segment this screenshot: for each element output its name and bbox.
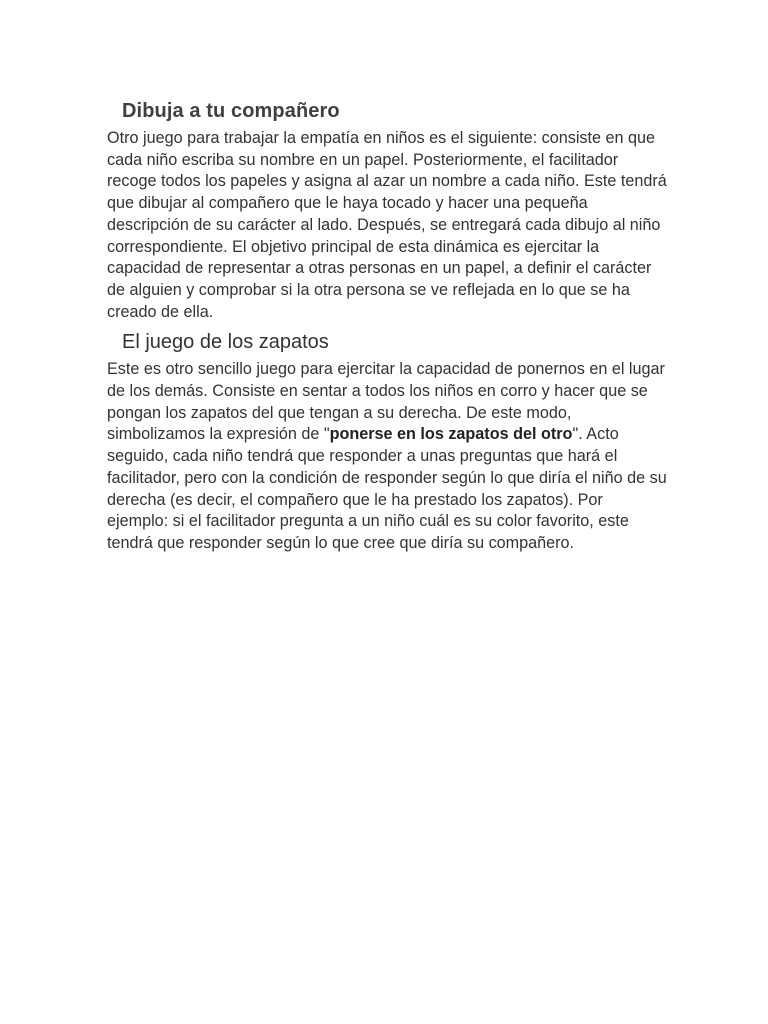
bold-expression: ponerse en los zapatos del otro (329, 425, 573, 444)
section-paragraph-dibuja: Otro juego para trabajar la empatía en niños es el siguiente: consiste en que cada niño escriba su nombre en un papel. Posteriormente, el facilitador recoge todos los papeles y asigna al azar un nombre a cada niño. Este tendrá que dibujar al compañero que le haya tocado y hacer una pequeña descripción de su carácter al lado. Después, se entregará cada dibujo al niño correspondiente. El objetivo principal de esta dinámica es ejercitar la capacidad de representar a otras personas en un papel, a definir el carácter de alguien y comprobar si la otra persona se ve reflejada en lo que se ha creado de ella. (107, 129, 667, 321)
section-title-dibuja: Dibuja a tu compañero (122, 100, 340, 122)
section-paragraph-zapatos (107, 359, 667, 554)
paragraph-text-start: Este es otro sencillo juego para ejercitar la capacidad de ponernos en el lugar de los demás. Consiste en sentar a todos los niños en corro y hacer que se pongan los zapatos del que tengan a su derecha. De este modo, simbolizamos la expresión de " (107, 360, 665, 444)
document-page (107, 98, 667, 555)
paragraph-text-end: ". Acto seguido, cada niño tendrá que responder a unas preguntas que hará el facilitador, pero con la condición de responder según lo que diría el niño de su derecha (es decir, el compañero que le ha prestado los zapatos). Por ejemplo: si el facilitador pregunta a un niño cuál es su color favorito, este tendrá que responder según lo que cree que diría su compañero. (107, 425, 667, 552)
section-title-zapatos: El juego de los zapatos (122, 331, 329, 354)
